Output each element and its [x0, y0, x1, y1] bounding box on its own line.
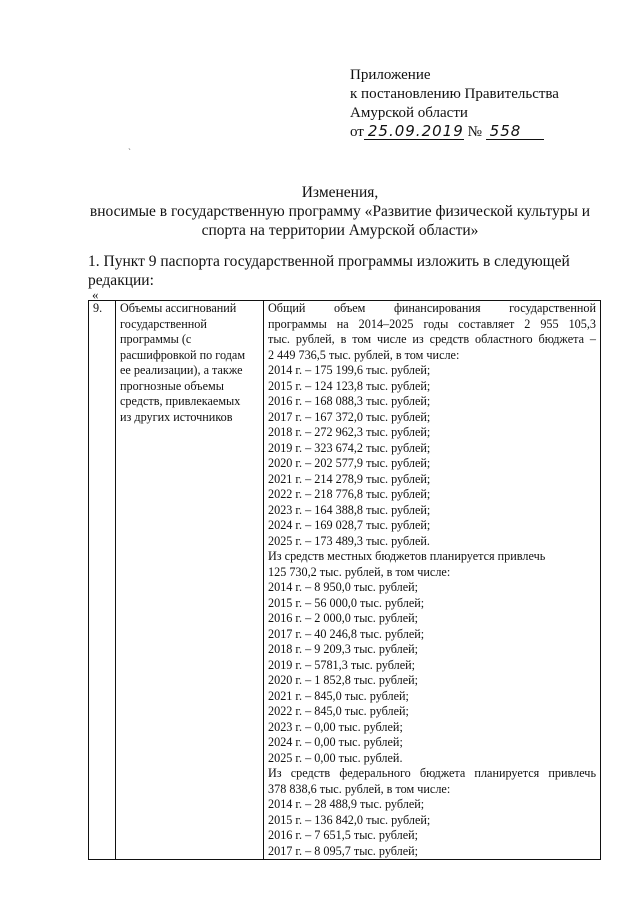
regional-year-line: 2022 г. – 218 776,8 тыс. рублей; [268, 487, 431, 501]
row-name-lines [120, 301, 259, 425]
funding-intro-line: Общий объем финансирования государственной [268, 301, 596, 315]
federal-years-list [268, 797, 596, 859]
handwritten-date: 25.09.2019 [364, 124, 464, 140]
regional-year-line: 2019 г. – 323 674,2 тыс. рублей; [268, 440, 431, 455]
regional-total: 2 449 736,5 тыс. рублей, в том числе: [268, 347, 460, 362]
local-years-list [268, 580, 596, 766]
regional-year-line: 2023 г. – 164 388,8 тыс. рублей; [268, 502, 431, 517]
row-name-line: ее реализации), а также [120, 363, 243, 377]
federal-total: 378 838,6 тыс. рублей, в том числе: [268, 781, 451, 796]
handwritten-number: 558 [486, 124, 544, 140]
federal-year-line: 2014 г. – 28 488,9 тыс. рублей; [268, 797, 425, 811]
local-year-line: 2022 г. – 845,0 тыс. рублей; [268, 704, 409, 718]
title-line-1: Изменения, [301, 184, 379, 201]
row-name-line: прогнозные объемы [120, 378, 224, 393]
stray-mark: ˏ [128, 140, 131, 150]
federal-year-line: 2016 г. – 7 651,5 тыс. рублей; [268, 828, 419, 842]
local-year-line: 2024 г. – 0,00 тыс. рублей; [268, 735, 403, 749]
date-prefix: от [350, 124, 364, 140]
federal-year-line: 2017 г. – 8 095,7 тыс. рублей; [268, 843, 419, 858]
funding-table [88, 300, 601, 860]
row-name-line: из других источников [120, 409, 233, 424]
row-name-cell [116, 301, 264, 860]
title-line-2: вносимые в государственную программу «Развитие физической культуры и [89, 203, 591, 220]
regional-year-line: 2014 г. – 175 199,6 тыс. рублей; [268, 363, 431, 377]
row-content-cell [264, 301, 601, 860]
local-year-line: 2019 г. – 5781,3 тыс. рублей; [268, 657, 416, 672]
row-number-cell [89, 301, 116, 860]
local-year-line: 2025 г. – 0,00 тыс. рублей. [268, 750, 403, 765]
appendix-region: Амурской области [350, 105, 468, 121]
local-year-line: 2015 г. – 56 000,0 тыс. рублей; [268, 595, 425, 610]
regional-year-line: 2021 г. – 214 278,9 тыс. рублей; [268, 471, 431, 486]
regional-year-line: 2017 г. – 167 372,0 тыс. рублей; [268, 409, 431, 424]
row-name-line: расшифровкой по годам [120, 347, 246, 362]
regional-year-line: 2025 г. – 173 489,3 тыс. рублей. [268, 533, 430, 548]
local-year-line: 2018 г. – 9 209,3 тыс. рублей; [268, 642, 419, 656]
row-name-line: средств, привлекаемых [120, 394, 241, 408]
appendix-date-number-row [350, 123, 559, 142]
appendix-decree-ref: к постановлению Правительства [350, 86, 559, 102]
opening-quote: « [92, 287, 99, 302]
local-year-line: 2021 г. – 845,0 тыс. рублей; [268, 688, 409, 703]
regional-year-line: 2018 г. – 272 962,3 тыс. рублей; [268, 425, 431, 439]
document-title [60, 183, 620, 240]
appendix-block [350, 66, 559, 142]
appendix-title: Приложение [350, 67, 431, 83]
federal-intro: Из средств федерального бюджета планируется привлечь [268, 766, 596, 780]
funding-intro [268, 301, 596, 348]
number-sign: № [467, 124, 482, 140]
row-name-line: государственной [120, 316, 207, 331]
funding-intro-line: тыс. рублей, в том числе из средств областного бюджета – [268, 332, 596, 346]
paragraph-line-1: 1. Пункт 9 паспорта государственной программы изложить в следующей [88, 253, 570, 270]
row-number: 9. [93, 301, 103, 315]
funding-intro-line: программы на 2014–2025 годы составляет 2 955 105,3 [268, 316, 596, 331]
title-line-3: спорта на территории Амурской области» [201, 222, 479, 239]
regional-year-line: 2015 г. – 124 123,8 тыс. рублей; [268, 378, 431, 393]
federal-year-line: 2015 г. – 136 842,0 тыс. рублей; [268, 812, 431, 827]
local-year-line: 2017 г. – 40 246,8 тыс. рублей; [268, 626, 425, 641]
table-row [89, 301, 601, 860]
regional-year-line: 2016 г. – 168 088,3 тыс. рублей; [268, 394, 431, 408]
local-year-line: 2023 г. – 0,00 тыс. рублей; [268, 719, 403, 734]
local-year-line: 2016 г. – 2 000,0 тыс. рублей; [268, 611, 419, 625]
regional-years-list [268, 363, 596, 549]
regional-year-line: 2024 г. – 169 028,7 тыс. рублей; [268, 518, 431, 532]
local-total: 125 730,2 тыс. рублей, в том числе: [268, 564, 451, 579]
regional-year-line: 2020 г. – 202 577,9 тыс. рублей; [268, 456, 431, 470]
row-name-line: программы (с [120, 332, 192, 346]
paragraph-line-2: редакции: [88, 272, 154, 289]
row-name-line: Объемы ассигнований [120, 301, 237, 315]
local-intro: Из средств местных бюджетов планируется привлечь [268, 549, 546, 563]
local-year-line: 2014 г. – 8 950,0 тыс. рублей; [268, 580, 419, 594]
local-year-line: 2020 г. – 1 852,8 тыс. рублей; [268, 673, 419, 687]
